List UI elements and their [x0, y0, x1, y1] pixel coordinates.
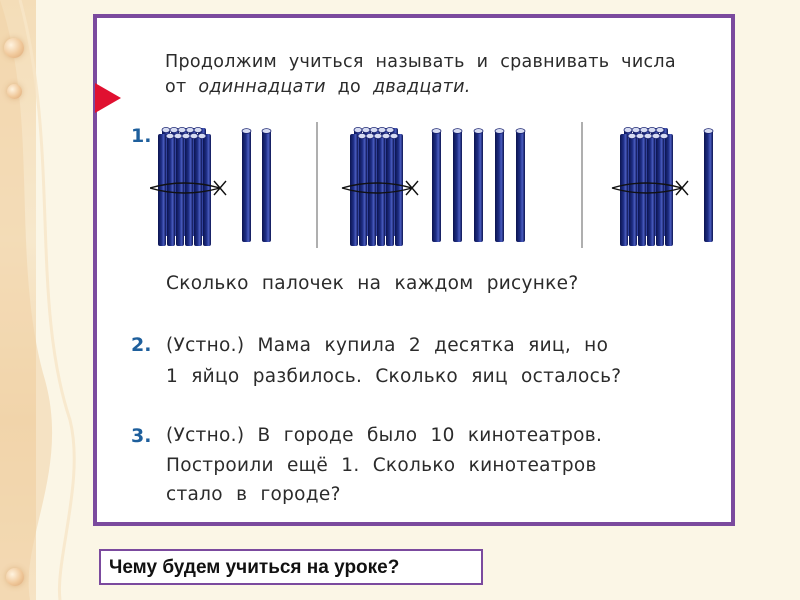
stick	[359, 134, 367, 246]
stick-top	[374, 133, 382, 138]
stick-top	[166, 133, 174, 138]
stick-top	[174, 133, 182, 138]
stick	[368, 134, 376, 246]
stick-bundle	[612, 127, 688, 246]
stick-top	[358, 133, 366, 138]
stick-top	[198, 133, 206, 138]
intro-line-1: Продолжим учиться называть и сравнивать числа	[165, 52, 676, 72]
stick-top	[194, 127, 202, 132]
stick-top	[362, 127, 370, 132]
stick	[656, 134, 664, 246]
stick-top	[628, 133, 636, 138]
task-2-number: 2.	[131, 334, 152, 356]
stick-top	[190, 133, 198, 138]
stick	[194, 134, 202, 246]
stick-top	[390, 133, 398, 138]
stick-top	[382, 133, 390, 138]
intro-from: одиннадцати	[198, 77, 326, 97]
stick-top	[182, 133, 190, 138]
stick	[185, 134, 193, 246]
stick-bundle	[342, 127, 418, 246]
counting-sticks-illustration	[150, 118, 730, 258]
stick-top	[632, 127, 640, 132]
single-stick	[262, 129, 271, 242]
stick	[262, 130, 271, 242]
stick	[704, 130, 713, 242]
stick-top	[624, 127, 632, 132]
stick-top	[636, 133, 644, 138]
stick	[377, 134, 385, 246]
stick-top	[474, 129, 483, 134]
stick-top	[366, 133, 374, 138]
task-1-number: 1.	[131, 125, 152, 147]
task-3-number: 3.	[131, 425, 152, 447]
intro-line-2	[165, 77, 471, 97]
stick-top	[644, 133, 652, 138]
single-stick	[516, 129, 525, 242]
stick	[495, 130, 504, 242]
stick	[167, 134, 175, 246]
task-3-line-2: Построили ещё 1. Сколько кинотеатров	[166, 455, 597, 476]
stick	[242, 130, 251, 242]
task-3-line-3: стало в городе?	[166, 484, 341, 505]
bookmark-arrow-icon	[95, 83, 121, 113]
bundle-knot	[406, 181, 418, 195]
stick-bundle	[150, 127, 226, 246]
stick-top	[656, 127, 664, 132]
lesson-question-box: Чему будем учиться на уроке?	[99, 549, 483, 585]
decorative-bead	[4, 38, 24, 58]
stick	[629, 134, 637, 246]
stick-top	[370, 127, 378, 132]
stick-top	[178, 127, 186, 132]
single-stick	[453, 129, 462, 242]
stick-top	[186, 127, 194, 132]
single-stick	[704, 129, 713, 242]
stick	[453, 130, 462, 242]
stick-top	[516, 129, 525, 134]
stick-top	[704, 129, 713, 134]
stick	[386, 134, 394, 246]
task-3-line-1: (Устно.) В городе было 10 кинотеатров.	[166, 425, 603, 446]
stick	[474, 130, 483, 242]
stick	[647, 134, 655, 246]
intro-to: двадцати.	[372, 77, 471, 97]
stick-top	[660, 133, 668, 138]
bundle-knot	[676, 181, 688, 195]
stick	[176, 134, 184, 246]
single-stick	[432, 129, 441, 242]
stick-top	[386, 127, 394, 132]
stick-top	[262, 129, 271, 134]
stick-top	[354, 127, 362, 132]
task-1-question: Сколько палочек на каждом рисунке?	[166, 273, 579, 294]
stick-top	[170, 127, 178, 132]
single-stick	[474, 129, 483, 242]
single-stick	[242, 129, 251, 242]
intro-middle: до	[337, 77, 362, 97]
decorative-bead	[6, 568, 24, 586]
decorative-bead	[7, 84, 22, 99]
task-2-line-1: (Устно.) Мама купила 2 десятка яиц, но	[166, 335, 609, 356]
task-2-line-2: 1 яйцо разбилось. Сколько яиц осталось?	[166, 366, 622, 387]
stick	[516, 130, 525, 242]
stick-top	[378, 127, 386, 132]
stick-top	[432, 129, 441, 134]
stick-top	[648, 127, 656, 132]
stick-top	[453, 129, 462, 134]
intro-prefix: от	[165, 77, 187, 97]
stick-top	[162, 127, 170, 132]
stick-top	[242, 129, 251, 134]
stick-top	[652, 133, 660, 138]
single-stick	[495, 129, 504, 242]
bundle-knot	[214, 181, 226, 195]
stick-top	[495, 129, 504, 134]
stick-top	[640, 127, 648, 132]
stick	[638, 134, 646, 246]
stick	[432, 130, 441, 242]
